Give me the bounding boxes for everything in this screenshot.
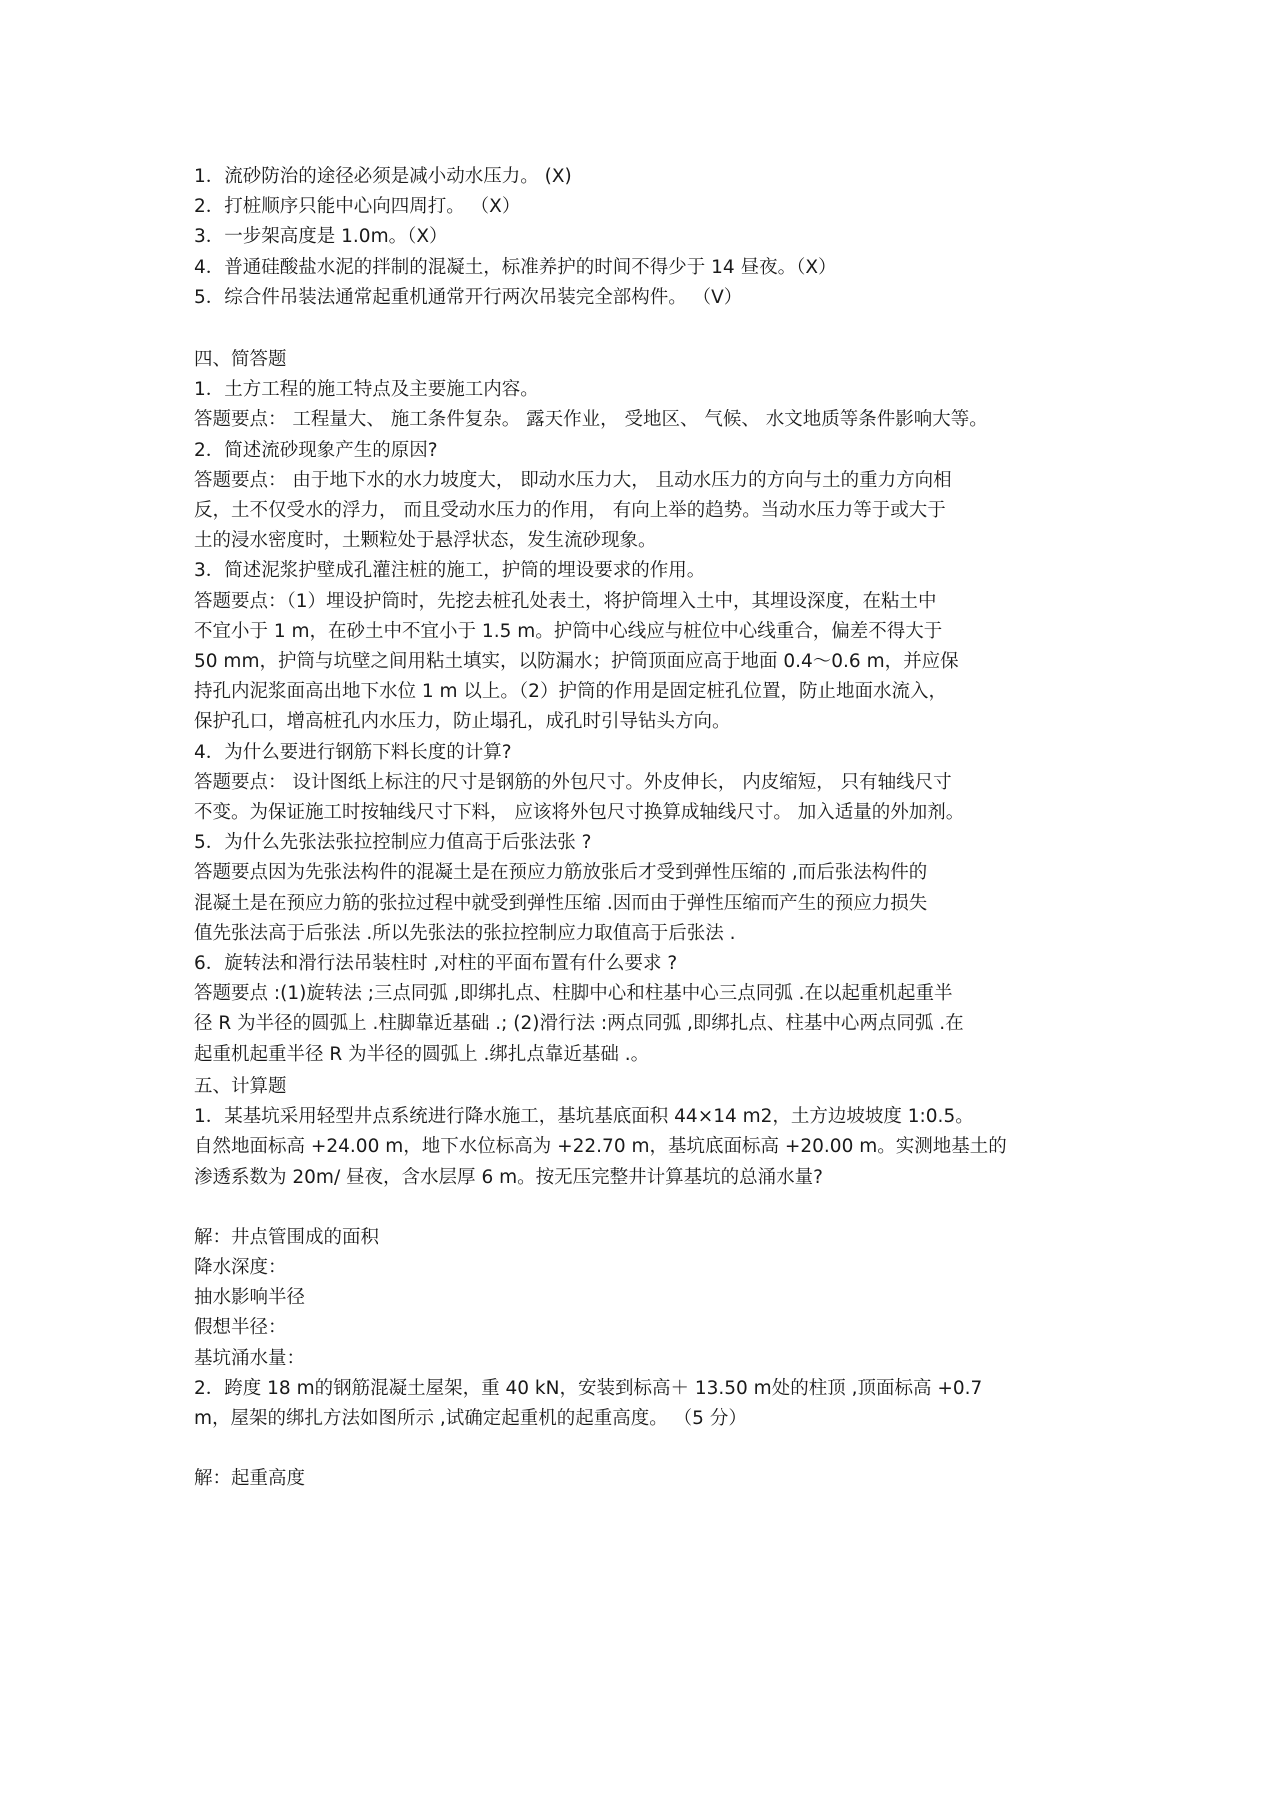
answer-line: 保护孔口，增高桩孔内水压力，防止塌孔，成孔时引导钻头方向。 <box>194 711 731 733</box>
calc-question-1-line: 1．某基坑采用轻型井点系统进行降水施工，基坑基底面积 44×14 m2，土方边坡坡度 1:0.5。 <box>194 1106 974 1128</box>
question-1: 1．土方工程的施工特点及主要施工内容。 <box>194 379 539 401</box>
calc-question-2-line: m，屋架的绑扎方法如图所示 ,试确定起重机的起重高度。 （5 分） <box>194 1407 747 1429</box>
short-answer-section <box>194 345 1094 1070</box>
answer-line: 50 mm，护筒与坑壁之间用粘土填实，以防漏水；护筒顶面应高于地面 0.4～0.6 m，并应保 <box>194 651 959 673</box>
answer-line: 混凝土是在预应力筋的张拉过程中就受到弹性压缩 .因而由于弹性压缩而产生的预应力损失 <box>194 892 928 914</box>
answer-line: 值先张法高于后张法 .所以先张法的张拉控制应力取值高于后张法 . <box>194 922 736 944</box>
calc-question-1-line: 自然地面标高 +24.00 m，地下水位标高为 +22.70 m，基坑底面标高 +20.00 m。实测地基土的 <box>194 1136 1007 1158</box>
answer-line: 起重机起重半径 R 为半径的圆弧上 .绑扎点靠近基础 .。 <box>194 1043 650 1065</box>
question-6: 6．旋转法和滑行法吊装柱时 ,对柱的平面布置有什么要求 ? <box>194 953 678 975</box>
answer-line: 不变。为保证施工时按轴线尺寸下料， 应该将外包尺寸换算成轴线尺寸。 加入适量的外加剂。 <box>194 802 965 824</box>
calc-solution-line: 基坑涌水量： <box>194 1347 306 1369</box>
judgement-item-2: 2．打桩顺序只能中心向四周打。 （X） <box>194 196 521 218</box>
calc-solution-line: 解：起重高度 <box>194 1468 306 1490</box>
answer-line: 答题要点 :(1)旋转法 ;三点同弧 ,即绑扎点、柱脚中心和柱基中心三点同弧 .在以起重机起重半 <box>194 983 953 1005</box>
judgement-item-3: 3．一步架高度是 1.0m。（X） <box>194 226 448 248</box>
answer-line: 土的浸水密度时，土颗粒处于悬浮状态，发生流砂现象。 <box>194 530 657 552</box>
calculation-section <box>194 1072 1094 1494</box>
question-2: 2．简述流砂现象产生的原因? <box>194 439 438 461</box>
calc-solution-line: 抽水影响半径 <box>194 1287 306 1309</box>
answer-line: 径 R 为半径的圆弧上 .柱脚靠近基础 .; (2)滑行法 :两点同弧 ,即绑扎点、柱基中心两点同弧 .在 <box>194 1013 964 1035</box>
document-page <box>194 162 1094 1494</box>
answer-line: 答题要点因为先张法构件的混凝土是在预应力筋放张后才受到弹性压缩的 ,而后张法构件的 <box>194 862 928 884</box>
judgement-item-4: 4．普通硅酸盐水泥的拌制的混凝土，标准养护的时间不得少于 14 昼夜。（X） <box>194 256 837 278</box>
answer-line: 答题要点：（1）埋设护筒时，先挖去桩孔处表土，将护筒埋入土中，其埋设深度，在粘土中 <box>194 590 937 612</box>
question-5: 5．为什么先张法张拉控制应力值高于后张法张 ? <box>194 832 592 854</box>
section-heading-calculation: 五、计算题 <box>194 1075 287 1097</box>
judgement-section <box>194 162 1094 313</box>
calc-solution-line: 假想半径： <box>194 1317 287 1339</box>
answer-line: 答题要点： 工程量大、 施工条件复杂。 露天作业， 受地区、 气候、 水文地质等条件影响大等。 <box>194 409 988 431</box>
calc-solution-line: 降水深度： <box>194 1256 287 1278</box>
calc-question-2-line: 2．跨度 18 m的钢筋混凝土屋架，重 40 kN，安装到标高＋ 13.50 m处的柱顶 ,顶面标高 +0.7 <box>194 1377 983 1399</box>
judgement-item-5: 5．综合件吊装法通常起重机通常开行两次吊装完全部构件。 （V） <box>194 286 743 308</box>
answer-line: 答题要点： 设计图纸上标注的尺寸是钢筋的外包尺寸。外皮伸长， 内皮缩短， 只有轴线尺寸 <box>194 771 952 793</box>
judgement-item-1: 1．流砂防治的途径必须是减小动水压力。 (X) <box>194 166 572 187</box>
question-3: 3．简述泥浆护壁成孔灌注桩的施工，护筒的埋设要求的作用。 <box>194 560 706 582</box>
calc-question-1-line: 渗透系数为 20m/ 昼夜，含水层厚 6 m。按无压完整井计算基坑的总涌水量? <box>194 1166 823 1188</box>
calc-solution-line: 解：井点管围成的面积 <box>194 1226 380 1248</box>
answer-line: 持孔内泥浆面高出地下水位 1 m 以上。（2）护筒的作用是固定桩孔位置，防止地面水流入， <box>194 681 947 703</box>
question-4: 4．为什么要进行钢筋下料长度的计算? <box>194 741 512 763</box>
answer-line: 反，土不仅受水的浮力， 而且受动水压力的作用， 有向上举的趋势。当动水压力等于或大于 <box>194 500 946 522</box>
answer-line: 不宜小于 1 m，在砂土中不宜小于 1.5 m。护筒中心线应与桩位中心线重合，偏差不得大于 <box>194 620 943 642</box>
answer-line: 答题要点： 由于地下水的水力坡度大， 即动水压力大， 且动水压力的方向与土的重力方向相 <box>194 469 952 491</box>
section-heading-short-answer: 四、简答题 <box>194 349 287 371</box>
